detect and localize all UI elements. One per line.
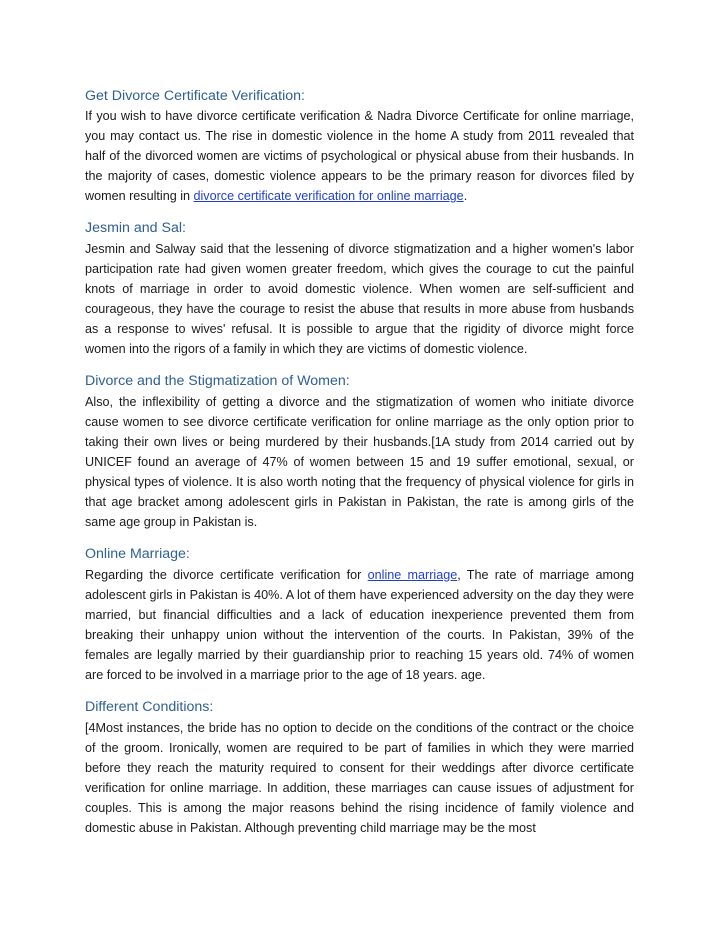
section-get-divorce-certificate [85,86,634,206]
section-paragraph: Also, the inflexibility of getting a divorce and the stigmatization of women who initiate divorce cause women to see divorce certificate verification for online marriage as the only option prior to taking their own lives or being murdered by their husbands.[1A study from 2014 carried out by UNICEF found an average of 47% of women between 15 and 19 suffer emotional, sexual, or physical types of violence. It is also worth noting that the frequency of physical violence for girls in that age bracket among adolescent girls in Pakistan in Pakistan, the rate is among girls of the same age group in Pakistan is. [85,395,634,529]
section-jesmin-and-sal [85,218,634,359]
section-paragraph [85,565,634,685]
section-different-conditions [85,697,634,838]
section-stigmatization-of-women [85,371,634,532]
section-paragraph: Jesmin and Salway said that the lessening of divorce stigmatization and a higher women's labor participation rate had given women greater freedom, which gives the courage to cut the painful knots of marriage in order to avoid domestic violence. When women are self-sufficient and courageous, they have the courage to resist the abuse that results in more abuse from husbands as a response to wives' refusal. It is possible to argue that the rigidity of divorce might force women into the rigors of a family in which they are victims of domestic violence. [85,242,634,356]
section-heading: Online Marriage: [85,546,190,562]
online-marriage-link[interactable]: online marriage [367,568,458,582]
paragraph-text: If you wish to have divorce certificate verification & Nadra Divorce Certificate for online marriage, you may contact us. The rise in domestic violence in the home A study from 2011 revealed that half of the divorced women are victims of psychological or physical abuse from their husbands. In the majority of cases, domestic violence appears to be the primary reason for divorces filed by women resulting in [85,109,634,203]
divorce-certificate-verification-link[interactable]: divorce certificate verification for online marriage [193,189,464,203]
paragraph-text: Regarding the divorce certificate verification for [85,568,368,582]
section-heading: Different Conditions: [85,699,214,715]
paragraph-text: , The rate of marriage among adolescent girls in Pakistan is 40%. A lot of them have experienced adversity on the day they were married, but financial difficulties and a lack of education inexperience prevented them from breaking their unhappy union without the intervention of the courts. In Pakistan, 39% of the females are legally married by their guardianship prior to reaching 15 years old. 74% of women are forced to be involved in a marriage prior to the age of 18 years. age. [85,568,635,682]
section-online-marriage [85,544,634,685]
section-paragraph [85,106,634,206]
section-heading: Jesmin and Sal: [85,220,186,236]
section-heading: Divorce and the Stigmatization of Women: [85,373,350,389]
paragraph-text: . [463,189,468,203]
section-paragraph: [4Most instances, the bride has no option to decide on the conditions of the contract or the choice of the groom. Ironically, women are required to be part of families in which they were married before they reach the maturity required to consent for their weddings after divorce certificate verification for online marriage. In addition, these marriages can cause issues of adjustment for couples. This is among the major reasons behind the rising incidence of family violence and domestic abuse in Pakistan. Although preventing child marriage may be the most [85,721,634,835]
section-heading: Get Divorce Certificate Verification: [85,88,305,104]
